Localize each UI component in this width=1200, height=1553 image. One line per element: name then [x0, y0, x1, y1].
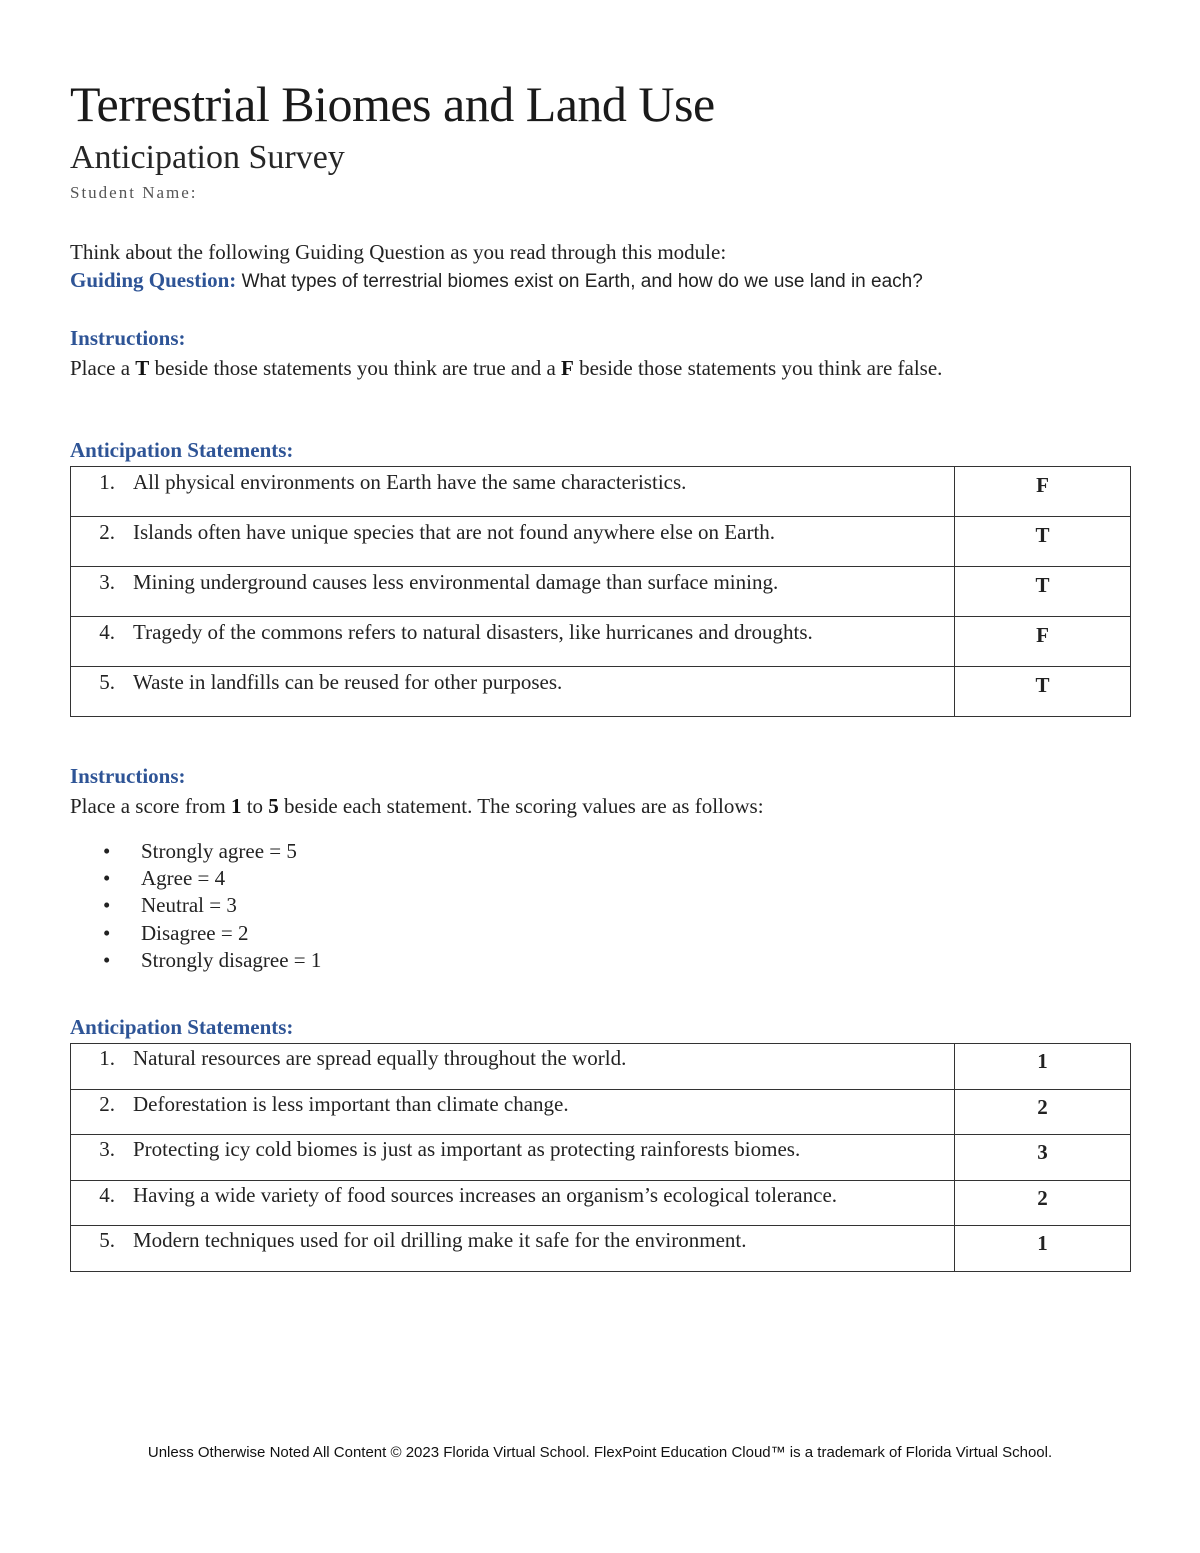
instr1-part1: Place a: [70, 356, 136, 380]
statement-number: 4.: [99, 1182, 115, 1207]
student-name-label: Student Name:: [70, 183, 198, 202]
tf-row: [71, 467, 1131, 517]
score-row: [71, 1135, 1131, 1181]
footer-copyright: Unless Otherwise Noted All Content © 2023 Florida Virtual School. FlexPoint Education Cloud™ is a trademark of Florida Virtual School.: [147, 1444, 1053, 1461]
statement-cell: [71, 467, 955, 517]
answer-cell[interactable]: F: [955, 467, 1131, 517]
page-title: Terrestrial Biomes and Land Use: [70, 76, 715, 132]
instructions-text-1: [70, 354, 942, 382]
score-row: [71, 1089, 1131, 1135]
instructions-heading-2: Instructions:: [70, 764, 186, 788]
statement-text: Protecting icy cold biomes is just as important as protecting rainforests biomes.: [133, 1137, 801, 1161]
answer-cell[interactable]: T: [955, 517, 1131, 567]
instructions-heading-1: Instructions:: [70, 326, 186, 350]
instr2-five: 5: [268, 794, 279, 818]
statement-text: Mining underground causes less environmental damage than surface mining.: [133, 570, 779, 594]
statements-heading-1: Anticipation Statements:: [70, 438, 294, 462]
score-cell[interactable]: 1: [955, 1226, 1131, 1272]
instr2-part1: Place a score from: [70, 794, 231, 818]
score-table: [70, 1043, 1131, 1272]
instr1-t: T: [135, 356, 150, 380]
scale-item: • Strongly disagree = 1: [70, 947, 321, 974]
true-false-table: [70, 466, 1131, 717]
statement-cell: [71, 667, 955, 717]
instr2-one: 1: [230, 794, 242, 818]
statement-text: All physical environments on Earth have the same characteristics.: [133, 470, 687, 494]
statement-text: Tragedy of the commons refers to natural disasters, like hurricanes and droughts.: [133, 620, 813, 644]
statement-cell: [71, 1089, 955, 1135]
think-line: Think about the following Guiding Question as you read through this module:: [70, 240, 727, 264]
scale-item: • Agree = 4: [70, 865, 321, 892]
score-cell[interactable]: 2: [955, 1089, 1131, 1135]
tf-row: [71, 567, 1131, 617]
score-row: [71, 1180, 1131, 1226]
statement-number: 1.: [99, 470, 115, 494]
tf-row: [71, 617, 1131, 667]
answer-cell[interactable]: T: [955, 667, 1131, 717]
statement-number: 5.: [99, 670, 115, 694]
scoring-scale-list: [70, 838, 321, 974]
statement-cell: [71, 517, 955, 567]
statement-text: Islands often have unique species that are not found anywhere else on Earth.: [133, 520, 776, 544]
statements-heading-2: Anticipation Statements:: [70, 1015, 294, 1039]
statement-text: Waste in landfills can be reused for other purposes.: [133, 670, 563, 694]
statement-number: 2.: [99, 1091, 115, 1116]
scale-item: • Strongly agree = 5: [70, 838, 321, 865]
statement-text: Modern techniques used for oil drilling make it safe for the environment.: [133, 1228, 747, 1252]
score-row: [71, 1226, 1131, 1272]
statement-cell: [71, 1226, 955, 1272]
statement-number: 2.: [99, 520, 115, 544]
tf-row: [71, 667, 1131, 717]
instr1-part3: beside those statements you think are false.: [573, 356, 943, 380]
score-row: [71, 1044, 1131, 1090]
statement-text: Deforestation is less important than climate change.: [133, 1091, 569, 1116]
guiding-question-text: What types of terrestrial biomes exist on Earth, and how do we use land in each?: [236, 271, 923, 292]
instr1-f: F: [561, 356, 574, 380]
scale-item: • Neutral = 3: [70, 892, 321, 919]
statement-cell: [71, 1044, 955, 1090]
score-cell[interactable]: 1: [955, 1044, 1131, 1090]
guiding-question: [70, 266, 923, 296]
statement-cell: [71, 1135, 955, 1181]
statement-number: 3.: [99, 570, 115, 594]
instr2-part2: to: [241, 794, 269, 818]
instr1-part2: beside those statements you think are true and a: [149, 356, 562, 380]
scale-item: • Disagree = 2: [70, 920, 321, 947]
guiding-question-label: Guiding Question:: [70, 268, 237, 292]
statement-number: 5.: [99, 1228, 115, 1252]
statement-number: 1.: [99, 1046, 115, 1070]
tf-row: [71, 517, 1131, 567]
answer-cell[interactable]: F: [955, 617, 1131, 667]
page-subtitle: Anticipation Survey: [70, 139, 345, 176]
statement-cell: [71, 1180, 955, 1226]
score-cell[interactable]: 2: [955, 1180, 1131, 1226]
answer-cell[interactable]: T: [955, 567, 1131, 617]
instr2-part3: beside each statement. The scoring values are as follows:: [278, 794, 764, 818]
statement-cell: [71, 567, 955, 617]
statement-number: 4.: [99, 620, 115, 644]
statement-text: Having a wide variety of food sources increases an organism’s ecological tolerance.: [133, 1182, 838, 1207]
score-cell[interactable]: 3: [955, 1135, 1131, 1181]
statement-text: Natural resources are spread equally throughout the world.: [133, 1046, 627, 1070]
instructions-text-2: [70, 792, 764, 820]
statement-cell: [71, 617, 955, 667]
statement-number: 3.: [99, 1137, 115, 1161]
